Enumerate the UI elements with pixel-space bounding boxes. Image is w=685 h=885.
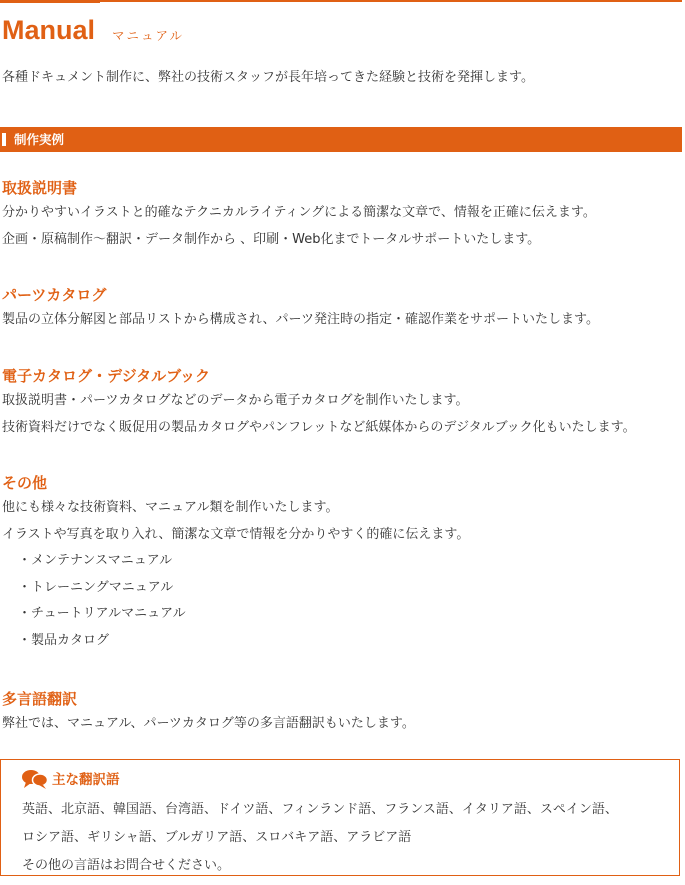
section-digital-catalog (2, 366, 636, 441)
section-heading: その他 (2, 474, 48, 492)
page-subtitle: マニュアル (112, 28, 185, 43)
list-item: ・製品カタログ (18, 632, 110, 648)
section-text: 他にも様々な技術資料、マニュアル類を制作いたします。 (2, 500, 339, 515)
page-title: Manual (2, 15, 96, 45)
section-text: 取扱説明書・パーツカタログなどのデータから電子カタログを制作いたします。 (2, 393, 469, 408)
section-heading: パーツカタログ (2, 286, 107, 304)
languages-box (0, 759, 680, 876)
section-text: 製品の立体分解図と部品リストから構成され、パーツ発注時の指定・確認作業をサポートいたします。 (2, 312, 599, 327)
section-instruction-manual (2, 178, 596, 253)
languages-list (22, 796, 618, 880)
section-text: 企画・原稿制作〜翻訳・データ制作から 、印刷・Web化までトータルサポートいたします。 (2, 231, 541, 247)
section-text: イラストや写真を取り入れ、簡潔な文章で情報を分かりやすく的確に伝えます。 (2, 526, 470, 542)
section-bar-marker (2, 133, 6, 146)
section-bar-label: 制作実例 (14, 132, 65, 147)
section-heading: 電子カタログ・デジタルブック (2, 367, 211, 385)
languages-contact-note: その他の言語はお問合せください。 (22, 858, 231, 873)
section-heading: 取扱説明書 (2, 179, 78, 197)
section-heading: 多言語翻訳 (2, 690, 78, 708)
section-text: 分かりやすいイラストと的確なテクニカルライティングによる簡潔な文章で、情報を正確に伝えます。 (2, 205, 596, 220)
section-text: 弊社では、マニュアル、パーツカタログ等の多言語翻訳もいたします。 (2, 716, 415, 731)
section-others (2, 473, 469, 654)
top-rule-accent (0, 0, 100, 3)
languages-line: 英語、北京語、韓国語、台湾語、ドイツ語、フィンランド語、フランス語、イタリア語、スペイン語、 (22, 802, 618, 817)
chat-bubbles-icon (21, 768, 49, 790)
page-header (2, 13, 184, 45)
section-parts-catalog (2, 285, 599, 334)
languages-line: ロシア語、ギリシャ語、ブルガリア語、スロバキア語、アラビア語 (22, 830, 412, 845)
list-item: ・チュートリアルマニュアル (18, 606, 186, 621)
languages-box-title: 主な翻訳語 (52, 772, 120, 788)
section-translation (2, 689, 415, 738)
list-item: ・メンテナンスマニュアル (18, 553, 173, 568)
list-item: ・トレーニングマニュアル (18, 579, 174, 595)
section-text: 技術資料だけでなく販促用の製品カタログやパンフレットなど紙媒体からのデジタルブック化もいたします。 (2, 419, 636, 435)
top-rule (0, 0, 682, 2)
section-bar (0, 127, 682, 152)
intro-text: 各種ドキュメント制作に、弊社の技術スタッフが長年培ってきた経験と技術を発揮します。 (2, 70, 534, 85)
